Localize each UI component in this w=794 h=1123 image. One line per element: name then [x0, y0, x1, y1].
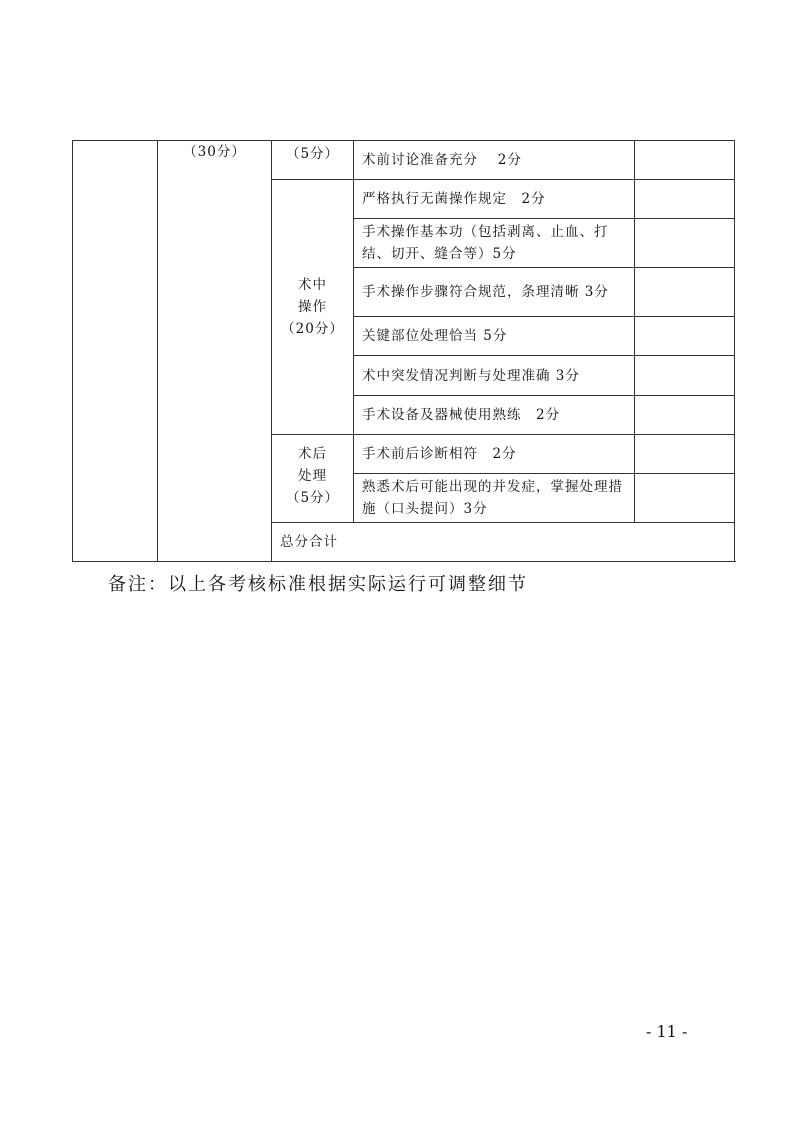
category-cell: [73, 141, 158, 562]
page-number: - 11 -: [646, 1022, 688, 1041]
total-score-label: 总分合计: [272, 523, 735, 562]
criterion-cell: 手术前后诊断相符 2分: [354, 435, 635, 474]
intra-op-section-label: 术中 操作 （20分）: [272, 180, 354, 435]
score-input-cell[interactable]: [635, 435, 735, 474]
score-input-cell[interactable]: [635, 180, 735, 219]
criterion-cell: 术中突发情况判断与处理准确 3分: [354, 356, 635, 396]
criterion-cell: 手术操作基本功（包括剥离、止血、打结、切开、缝合等）5分: [354, 219, 635, 268]
item-score-cell: （30分）: [158, 141, 272, 562]
criterion-cell: 手术设备及器械使用熟练 2分: [354, 396, 635, 435]
pre-op-score-cell: （5分）: [272, 141, 354, 180]
criterion-cell: 熟悉术后可能出现的并发症，掌握处理措施（口头提问）3分: [354, 474, 635, 523]
criterion-cell: 严格执行无菌操作规定 2分: [354, 180, 635, 219]
criterion-cell: 手术操作步骤符合规范，条理清晰 3分: [354, 268, 635, 317]
post-op-section-label: 术后 处理 （5分）: [272, 435, 354, 523]
scoring-table: [72, 140, 735, 562]
score-input-cell[interactable]: [635, 268, 735, 317]
criterion-cell: 关键部位处理恰当 5分: [354, 317, 635, 356]
score-input-cell[interactable]: [635, 141, 735, 180]
footnote: 备注：以上各考核标准根据实际运行可调整细节: [108, 574, 528, 595]
criterion-cell: 术前讨论准备充分 2分: [354, 141, 635, 180]
score-input-cell[interactable]: [635, 219, 735, 268]
score-input-cell[interactable]: [635, 356, 735, 396]
score-input-cell[interactable]: [635, 317, 735, 356]
score-input-cell[interactable]: [635, 474, 735, 523]
score-input-cell[interactable]: [635, 396, 735, 435]
